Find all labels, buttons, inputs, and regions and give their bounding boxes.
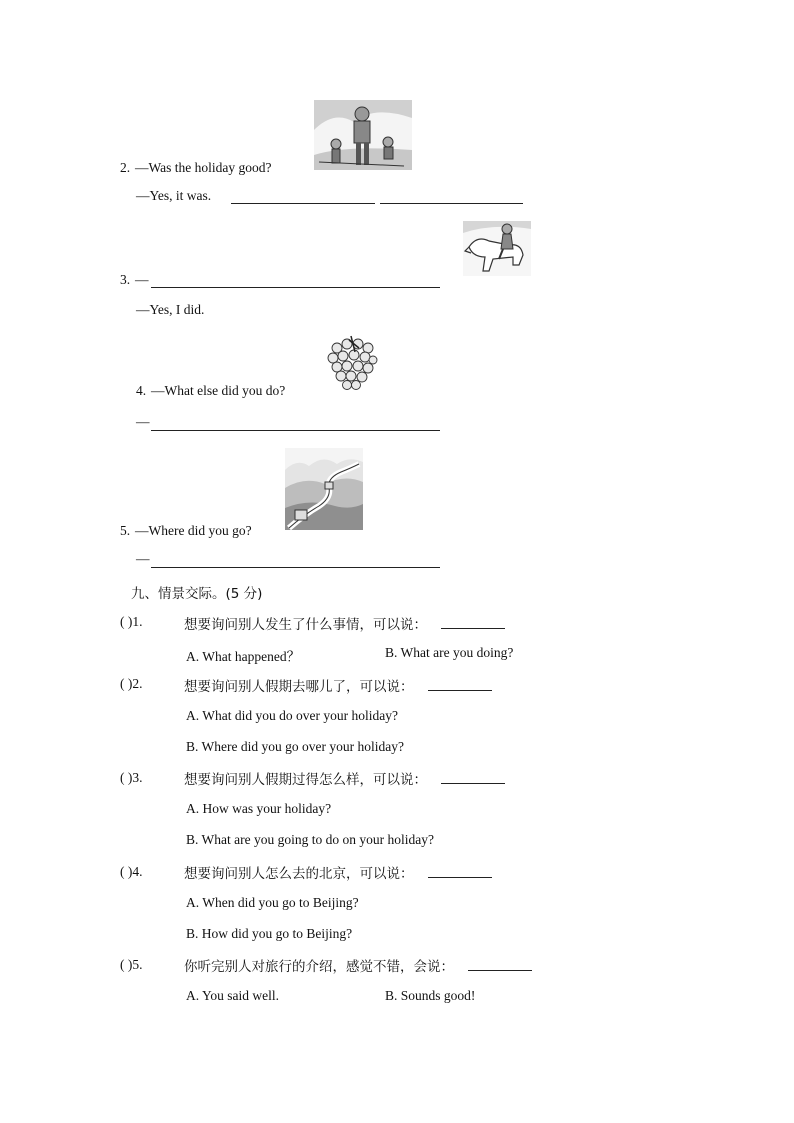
item-5-option-a[interactable]: A. You said well. [186, 988, 280, 1003]
item-4-answer-paren[interactable]: ( )4. [120, 864, 143, 879]
q4-answer-blank[interactable] [151, 430, 440, 431]
item-5-answer-paren[interactable]: ( )5. [120, 957, 143, 972]
item-3-blank[interactable] [441, 771, 505, 784]
item-5-option-b[interactable]: B. Sounds good! [385, 988, 476, 1003]
item-2-option-a[interactable]: A. What did you do over your holiday? [186, 708, 398, 723]
q5-question: —Where did you go? [135, 523, 252, 538]
item-1-option-a[interactable]: A. What happened？ [186, 649, 301, 664]
q2-answer-blank-1[interactable] [231, 203, 375, 204]
q2-answer-prefix: —Yes, it was. [136, 188, 212, 203]
item-4-option-a[interactable]: A. When did you go to Beijing? [186, 895, 359, 910]
item-4-prompt: 想要询问别人怎么去的北京，可以说： [184, 862, 492, 882]
section-9-title: 九、情景交际。(5 分) [131, 586, 263, 602]
item-3-option-a[interactable]: A. How was your holiday? [186, 801, 332, 816]
item-1-blank[interactable] [441, 616, 505, 629]
q5-answer-blank[interactable] [151, 567, 440, 568]
item-2-option-b[interactable]: B. Where did you go over your holiday? [186, 739, 404, 754]
q3-number: 3. [120, 272, 131, 287]
item-5-blank[interactable] [468, 958, 532, 971]
q4-dash: — [136, 414, 150, 429]
item-2-answer-paren[interactable]: ( )2. [120, 676, 143, 691]
grapes-illustration [325, 334, 380, 392]
item-4-option-b[interactable]: B. How did you go to Beijing? [186, 926, 353, 941]
item-1-answer-paren[interactable]: ( )1. [120, 614, 143, 629]
hiking-people-illustration [314, 100, 412, 170]
item-2-blank[interactable] [428, 678, 492, 691]
item-3-prompt: 想要询问别人假期过得怎么样，可以说： [184, 768, 505, 788]
great-wall-illustration [285, 448, 363, 530]
item-5-prompt: 你听完别人对旅行的介绍，感觉不错，会说： [184, 955, 532, 975]
q3-answer: —Yes, I did. [136, 302, 205, 317]
item-1-prompt: 想要询问别人发生了什么事情，可以说： [184, 613, 505, 633]
horse-riding-illustration [463, 221, 531, 276]
q3-question-blank[interactable] [151, 287, 440, 288]
item-3-option-b[interactable]: B. What are you going to do on your holiday? [186, 832, 434, 847]
q5-dash: — [136, 551, 150, 566]
item-4-blank[interactable] [428, 865, 492, 878]
q4-question: —What else did you do? [151, 383, 286, 398]
q4-number: 4. [136, 383, 147, 398]
item-3-answer-paren[interactable]: ( )3. [120, 770, 143, 785]
q2-number: 2. [120, 160, 131, 175]
item-2-prompt: 想要询问别人假期去哪儿了，可以说： [184, 675, 492, 695]
q3-dash: — [135, 272, 149, 287]
item-1-option-b[interactable]: B. What are you doing? [385, 645, 514, 660]
q5-number: 5. [120, 523, 131, 538]
q2-question: —Was the holiday good? [135, 160, 272, 175]
q2-answer-blank-2[interactable] [380, 203, 523, 204]
